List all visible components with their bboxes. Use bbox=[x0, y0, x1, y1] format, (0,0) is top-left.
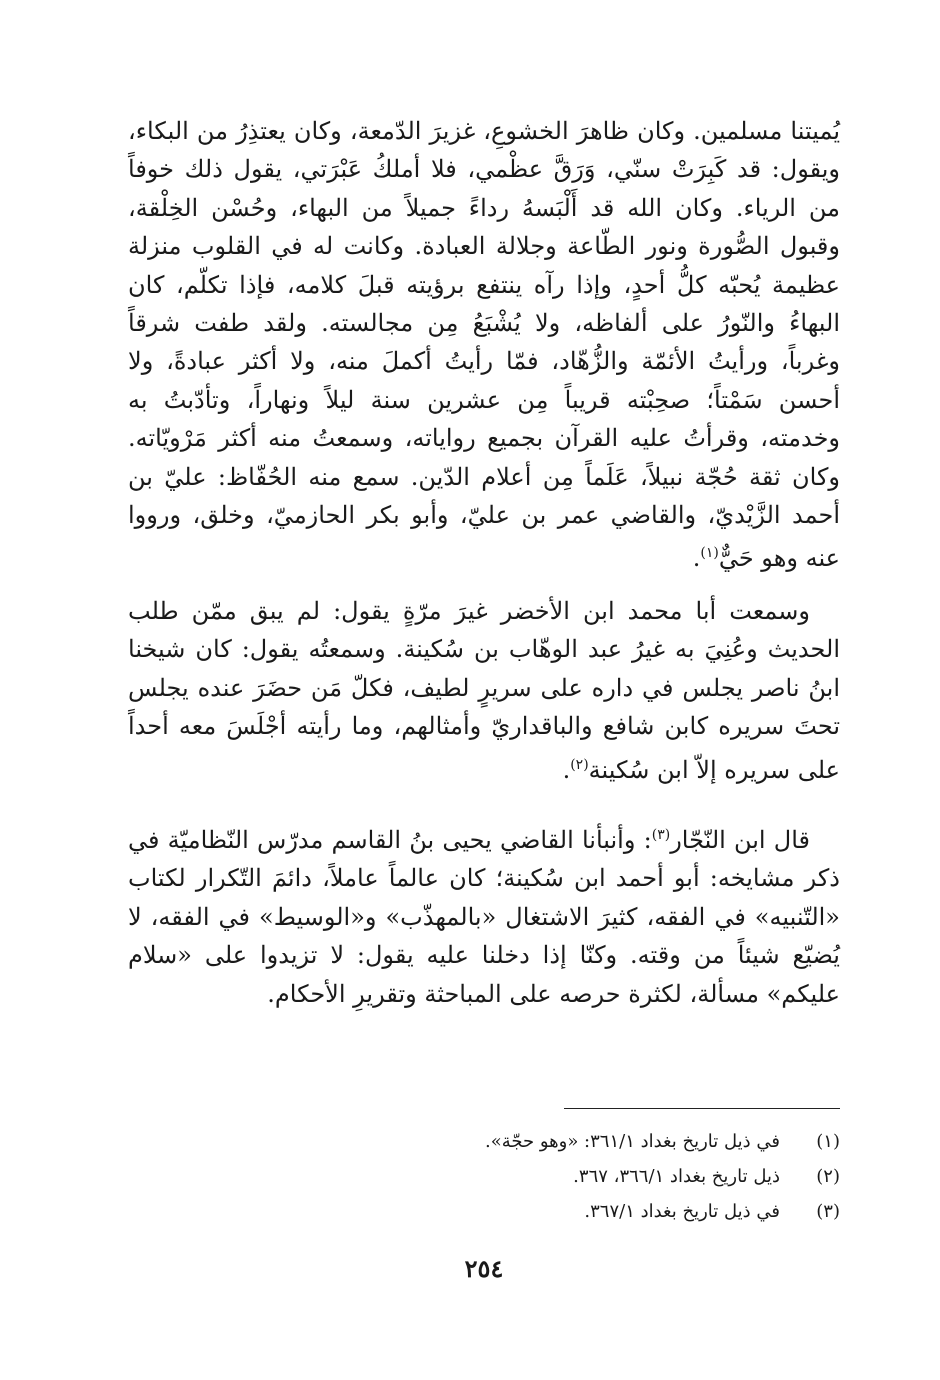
paragraph-1-text: يُميتنا مسلمين. وكان ظاهرَ الخشوعِ، غزيرَ الدّمعة، وكان يعتذِرُ من البكاء، ويقول: قد كَبِرَتْ سنّي، وَرَقَّ عظْمي، فلا أملكُ عَبْرَتي، يقول ذلك خوفاً من الرياء. وكان الله قد أَلْبَسهُ رداءً جميلاً من البهاء، وحُسْن الخِلْقة، وقبول الصُّورة ونور الطّاعة وجلالة العبادة. وكانت له في القلوب منزلة عظيمة يُحبّه كلُّ أحدٍ، وإذا رآه ينتفع برؤيته قبلَ كلامه، فإذا تكلّم، كان البهاءُ والنّورُ على ألفاظه، ولا يُشْبَعُ مِن مجالسته. ولقد طفت شرقاً وغرباً، ورأيتُ الأئمّة والزُّهّاد، فمّا رأيتُ أكملَ منه، ولا أكثر عبادةً، ولا أحسن سَمْتاً؛ صحِبْته قريباً مِن عشرين سنة ليلاً ونهاراً، وتأدّبتُ به وخدمته، وقرأتُ عليه القرآن بجميع رواياته، وسمعتُ منه أكثر مَرْويّاته. وكان ثقة حُجّة نبيلاً، عَلَماً مِن أعلام الدّين. سمع منه الحُفّاظ: عليّ بن أحمد الزَّيْديّ، والقاضي عمر بن عليّ، وأبو بكر الحازميّ، وخلق، ورووا عنه وهو حَيٌّ bbox=[128, 117, 840, 573]
footnote-marker-3[interactable]: (٣) bbox=[651, 827, 671, 843]
footnote-marker-2[interactable]: (٢) bbox=[570, 756, 589, 773]
footnote-number: (٣) bbox=[816, 1201, 840, 1222]
footnotes-list bbox=[128, 1124, 840, 1229]
footnote-item bbox=[128, 1194, 840, 1229]
body-paragraph-1: يُميتنا مسلمين. وكان ظاهرَ الخشوعِ، غزيرَ الدّمعة، وكان يعتذِرُ من البكاء، ويقول: قد كَبِرَتْ سنّي، وَرَقَّ عظْمي، فلا أملكُ عَبْرَتي، يقول ذلك خوفاً من الرياء. وكان الله قد أَلْبَسهُ رداءً جميلاً من البهاء، وحُسْن الخِلْقة، وقبول الصُّورة ونور الطّاعة وجلالة العبادة. وكانت له في القلوب منزلة عظيمة يُحبّه كلُّ أحدٍ، وإذا رآه ينتفع برؤيته قبلَ كلامه، فإذا تكلّم، كان البهاءُ والنّورُ على ألفاظه، ولا يُشْبَعُ مِن مجالسته. ولقد طفت شرقاً وغرباً، ورأيتُ الأئمّة والزُّهّاد، فمّا رأيتُ أكملَ منه، ولا أكثر عبادةً، ولا أحسن سَمْتاً؛ صحِبْته قريباً مِن عشرين سنة ليلاً ونهاراً، وتأدّبتُ به وخدمته، وقرأتُ عليه القرآن بجميع رواياته، وسمعتُ منه أكثر مَرْويّاته. وكان ثقة حُجّة نبيلاً، عَلَماً مِن أعلام الدّين. سمع منه الحُفّاظ: عليّ بن أحمد الزَّيْديّ، والقاضي عمر بن عليّ، وأبو بكر الحازميّ، وخلق، ورووا عنه وهو حَيٌّ$^{(١)}$. bbox=[128, 117, 840, 573]
footnote-number: (٢) bbox=[816, 1166, 840, 1187]
footnote-separator bbox=[564, 1108, 840, 1109]
paragraph-3-text: : وأنبأنا القاضي يحيى بنُ القاسم مدرّس النّظاميّة في ذكر مشايخه: أبو أحمد ابن سُكينة؛ كان عالماً عاملاً، دائمَ التّكرار لكتاب «التّنبيه» في الفقه، كثيرَ الاشتغال «بالمهذّب» و«الوسيط» في الفقه، لا يُضيّع شيئاً من وقته. وكنّا إذا دخلنا عليه يقول: لا تزيدوا على «سلام عليكم» مسألة، لكثرة حرصه على المباحثة وتقريرِ الأحكام. bbox=[128, 826, 840, 1008]
footnote-text: ذيل تاريخ بغداد ٣٦٦/١، ٣٦٧. bbox=[573, 1166, 780, 1187]
paragraph-3-lead: قال ابن النّجّار bbox=[670, 826, 811, 854]
body-paragraph-2: وسمعت أبا محمد ابن الأخضر غيرَ مرّةٍ يقول: لم يبق ممّن طلب الحديث وعُنِيَ به غيرُ عبد الوهّاب بن سُكينة. وسمعتُه يقول: كان شيخنا ابنُ ناصر يجلس في داره على سريرٍ لطيف، فكلّ مَن حضَرَ عنده يجلس تحتَ سريره كابن شافع والباقداريّ وأمثالهم، وما رأيته أجْلَسَ معه أحداً على سريره إلاّ ابن سُكينة$^{(٢)}$. bbox=[128, 597, 840, 784]
footnote-number: (١) bbox=[816, 1131, 840, 1152]
page-number: ٢٥٤ bbox=[464, 1254, 504, 1283]
body-paragraph-3 bbox=[128, 816, 840, 1013]
paragraph-2-text: وسمعت أبا محمد ابن الأخضر غيرَ مرّةٍ يقول: لم يبق ممّن طلب الحديث وعُنِيَ به غيرُ عبد الوهّاب بن سُكينة. وسمعتُه يقول: كان شيخنا ابنُ ناصر يجلس في داره على سريرٍ لطيف، فكلّ مَن حضَرَ عنده يجلس تحتَ سريره كابن شافع والباقداريّ وأمثالهم، وما رأيته أجْلَسَ معه أحداً على سريره إلاّ ابن سُكينة bbox=[128, 597, 840, 784]
footnote-item bbox=[128, 1124, 840, 1159]
footnote-text: في ذيل تاريخ بغداد ٣٦١/١: «وهو حجّة». bbox=[484, 1131, 780, 1152]
footnote-item bbox=[128, 1159, 840, 1194]
footnote-marker-1[interactable]: (١) bbox=[700, 545, 719, 562]
footnote-text: في ذيل تاريخ بغداد ٣٦٧/١. bbox=[584, 1201, 780, 1222]
